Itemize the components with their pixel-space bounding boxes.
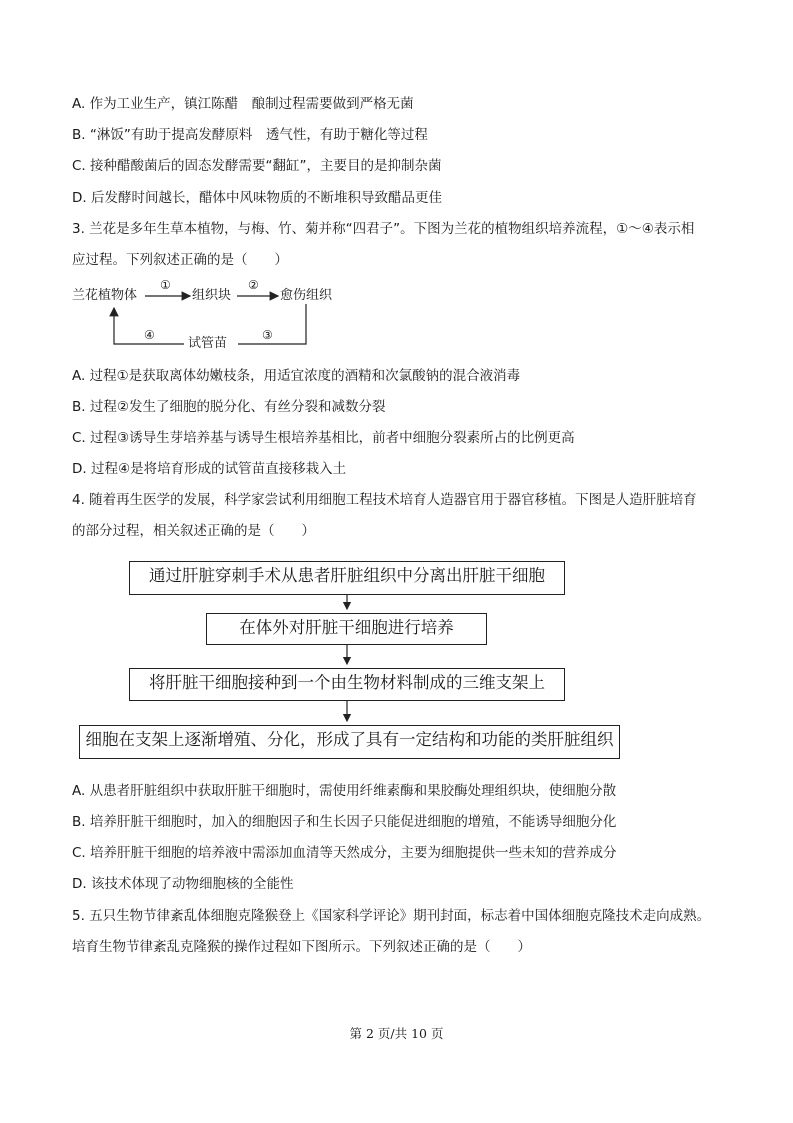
seedling-label: 试管苗 (188, 336, 228, 351)
q2-option-b: B. “淋饭”有助于提高发酵原料 透气性，有助于糖化等过程 (72, 127, 428, 143)
q4-stem-line1: 4. 随着再生医学的发展，科学家尝试利用细胞工程技术培育人造器官用于器官移植。下图是人造肝脏培育 (72, 492, 697, 508)
q3-option-c: C. 过程③诱导生芽培养基与诱导生根培养基相比，前者中细胞分裂素所占的比例更高 (72, 430, 575, 446)
q4-option-b: B. 培养肝脏干细胞时，加入的细胞因子和生长因子只能促进细胞的增殖，不能诱导细胞分化 (72, 814, 617, 830)
flow-step-4: 细胞在支架上逐渐增殖、分化，形成了具有一定结构和功能的类肝脏组织 (79, 725, 620, 759)
q5-stem-line1: 5. 五只生物节律紊乱体细胞克隆猴登上《国家科学评论》期刊封面，标志着中国体细胞克隆技术走向成熟。 (72, 908, 711, 924)
step3-label: ③ (262, 328, 273, 342)
tissue-label: 组织块 (192, 288, 232, 303)
q3-option-d: D. 过程④是将培育形成的试管苗直接移栽入土 (72, 461, 347, 477)
q4-option-a: A. 从患者肝脏组织中获取肝脏干细胞时，需使用纤维素酶和果胶酶处理组织块，使细胞分散 (72, 783, 617, 799)
q2-option-c: C. 接种醋酸菌后的固态发酵需要“翻缸”，主要目的是抑制杂菌 (72, 158, 442, 174)
plant-label: 兰花植物体 (72, 288, 138, 303)
q2-option-a: A. 作为工业生产，镇江陈醋 酿制过程需要做到严格无菌 (72, 96, 414, 112)
q4-stem-line2: 的部分过程，相关叙述正确的是（ ） (72, 523, 315, 539)
q2-option-d: D. 后发酵时间越长，醋体中风味物质的不断堆积导致醋品更佳 (72, 190, 442, 206)
q3-option-b: B. 过程②发生了细胞的脱分化、有丝分裂和减数分裂 (72, 399, 386, 415)
q3-option-a: A. 过程①是获取离体幼嫩枝条，用适宜浓度的酒精和次氯酸钠的混合液消毒 (72, 368, 521, 384)
page-footer: 第 2 页/共 10 页 (349, 1026, 444, 1041)
q4-option-d: D. 该技术体现了动物细胞核的全能性 (72, 876, 294, 892)
flow-step-2: 在体外对肝脏干细胞进行培养 (206, 613, 487, 645)
q3-stem-line1: 3. 兰花是多年生草本植物，与梅、竹、菊并称“四君子”。下图为兰花的植物组织培养流程，①～④表示相 (72, 221, 695, 237)
callus-label: 愈伤组织 (280, 288, 333, 303)
q5-stem-line2: 培育生物节律紊乱克隆猴的操作过程如下图所示。下列叙述正确的是（ ） (72, 939, 531, 955)
q4-option-c: C. 培养肝脏干细胞的培养液中需添加血清等天然成分，主要为细胞提供一些未知的营养成分 (72, 845, 617, 861)
step4-label: ④ (144, 328, 155, 342)
step2-label: ② (248, 278, 259, 292)
flow-step-3: 将肝脏干细胞接种到一个由生物材料制成的三维支架上 (129, 668, 565, 701)
flow-step-1: 通过肝脏穿刺手术从患者肝脏组织中分离出肝脏干细胞 (129, 561, 565, 595)
step1-label: ① (160, 278, 171, 292)
q3-stem-line2: 应过程。下列叙述正确的是（ ） (72, 252, 288, 268)
